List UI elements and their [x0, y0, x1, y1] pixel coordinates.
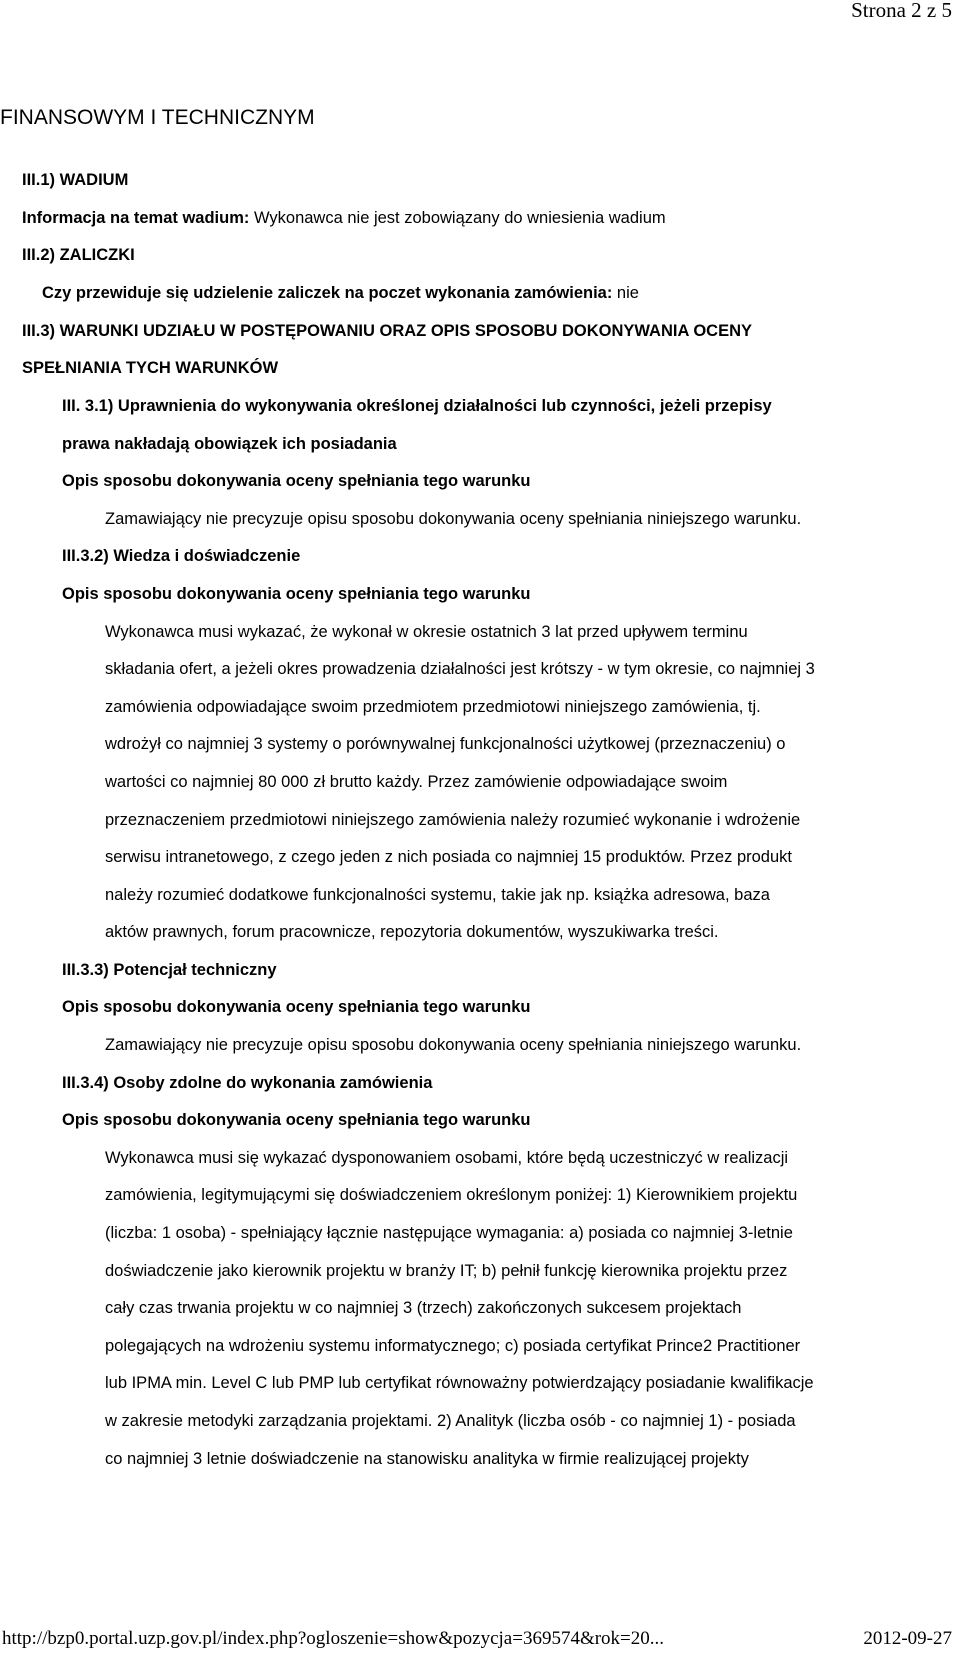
- wiedza-label: Opis sposobu dokonywania oceny spełniania tego warunku: [62, 585, 531, 603]
- wiedza-line: należy rozumieć dodatkowe funkcjonalności systemu, takie jak np. książka adresowa, baza: [105, 886, 770, 904]
- zaliczki-answer: nie: [612, 284, 639, 302]
- wiedza-line: Wykonawca musi wykazać, że wykonał w okresie ostatnich 3 lat przed upływem terminu: [105, 623, 748, 641]
- osoby-line: (liczba: 1 osoba) - spełniający łącznie następujące wymagania: a) posiada co najmniej 3-letnie: [105, 1224, 793, 1242]
- wadium-heading: III.1) WADIUM: [22, 171, 129, 189]
- osoby-line: Wykonawca musi się wykazać dysponowaniem osobami, które będą uczestniczyć w realizacji: [105, 1149, 789, 1167]
- osoby-line: zamówienia, legitymującymi się doświadczeniem określonym poniżej: 1) Kierownikiem projektu: [105, 1186, 798, 1204]
- osoby-line: cały czas trwania projektu w co najmniej 3 (trzech) zakończonych sukcesem projektach: [105, 1299, 742, 1317]
- potencjal-text: Zamawiający nie precyzuje opisu sposobu dokonywania oceny spełniania niniejszego warunku.: [105, 1036, 802, 1054]
- zaliczki-question-line: [42, 284, 639, 303]
- wiedza-line: przeznaczeniem przedmiotowi niniejszego zamówienia należy rozumieć wykonanie i wdrożenie: [105, 811, 801, 829]
- footer-date: 2012-09-27: [863, 1628, 952, 1649]
- uprawnienia-text: Zamawiający nie precyzuje opisu sposobu dokonywania oceny spełniania niniejszego warunku.: [105, 510, 802, 528]
- wiedza-heading: III.3.2) Wiedza i doświadczenie: [62, 547, 301, 565]
- wiedza-line: składania ofert, a jeżeli okres prowadzenia działalności jest krótszy - w tym okresie, co najmniej 3: [105, 660, 815, 678]
- osoby-line: polegających na wdrożeniu systemu informatycznego; c) posiada certyfikat Prince2 Practitioner: [105, 1337, 801, 1355]
- uprawnienia-heading-line1: III. 3.1) Uprawnienia do wykonywania określonej działalności lub czynności, jeżeli przepisy: [62, 397, 772, 415]
- footer-url: http://bzp0.portal.uzp.gov.pl/index.php?ogloszenie=show&pozycja=369574&rok=20...: [2, 1628, 665, 1649]
- osoby-line: lub IPMA min. Level C lub PMP lub certyfikat równoważny potwierdzający posiadanie kwalifikacje: [105, 1374, 814, 1392]
- wiedza-line: wdrożył co najmniej 3 systemy o porównywalnej funkcjonalności użytkowej (przeznaczeniu) o: [105, 735, 786, 753]
- osoby-line: co najmniej 3 letnie doświadczenie na stanowisku analityka w firmie realizującej projekty: [105, 1450, 749, 1468]
- uprawnienia-heading-line2: prawa nakładają obowiązek ich posiadania: [62, 435, 397, 453]
- wiedza-line: aktów prawnych, forum pracownicze, repozytoria dokumentów, wyszukiwarka treści.: [105, 923, 719, 941]
- wiedza-line: zamówienia odpowiadające swoim przedmiotem przedmiotowi niniejszego zamówienia, tj.: [105, 698, 761, 716]
- warunki-heading-line1: III.3) WARUNKI UDZIAŁU W POSTĘPOWANIU ORAZ OPIS SPOSOBU DOKONYWANIA OCENY: [22, 322, 753, 340]
- wadium-info: [22, 209, 666, 228]
- osoby-line: doświadczenie jako kierownik projektu w branży IT; b) pełnił funkcję kierownika projektu przez: [105, 1262, 788, 1280]
- osoby-label: Opis sposobu dokonywania oceny spełniania tego warunku: [62, 1111, 531, 1129]
- wiedza-line: serwisu intranetowego, z czego jeden z nich posiada co najmniej 15 produktów. Przez produkt: [105, 848, 792, 866]
- wadium-info-label: Informacja na temat wadium:: [22, 209, 250, 227]
- section-title: FINANSOWYM I TECHNICZNYM: [0, 106, 315, 129]
- wiedza-line: wartości co najmniej 80 000 zł brutto każdy. Przez zamówienie odpowiadające swoim: [105, 773, 728, 791]
- page-number: Strona 2 z 5: [851, 0, 952, 22]
- osoby-heading: III.3.4) Osoby zdolne do wykonania zamówienia: [62, 1074, 433, 1092]
- osoby-line: w zakresie metodyki zarządzania projektami. 2) Analityk (liczba osób - co najmniej 1) - posiada: [105, 1412, 796, 1430]
- potencjal-label: Opis sposobu dokonywania oceny spełniania tego warunku: [62, 998, 531, 1016]
- zaliczki-question: Czy przewiduje się udzielenie zaliczek na poczet wykonania zamówienia:: [42, 284, 613, 302]
- warunki-heading-line2: SPEŁNIANIA TYCH WARUNKÓW: [22, 359, 279, 377]
- wadium-info-value: Wykonawca nie jest zobowiązany do wniesienia wadium: [249, 209, 666, 227]
- potencjal-heading: III.3.3) Potencjał techniczny: [62, 961, 277, 979]
- uprawnienia-label: Opis sposobu dokonywania oceny spełniania tego warunku: [62, 472, 531, 490]
- zaliczki-heading: III.2) ZALICZKI: [22, 246, 135, 264]
